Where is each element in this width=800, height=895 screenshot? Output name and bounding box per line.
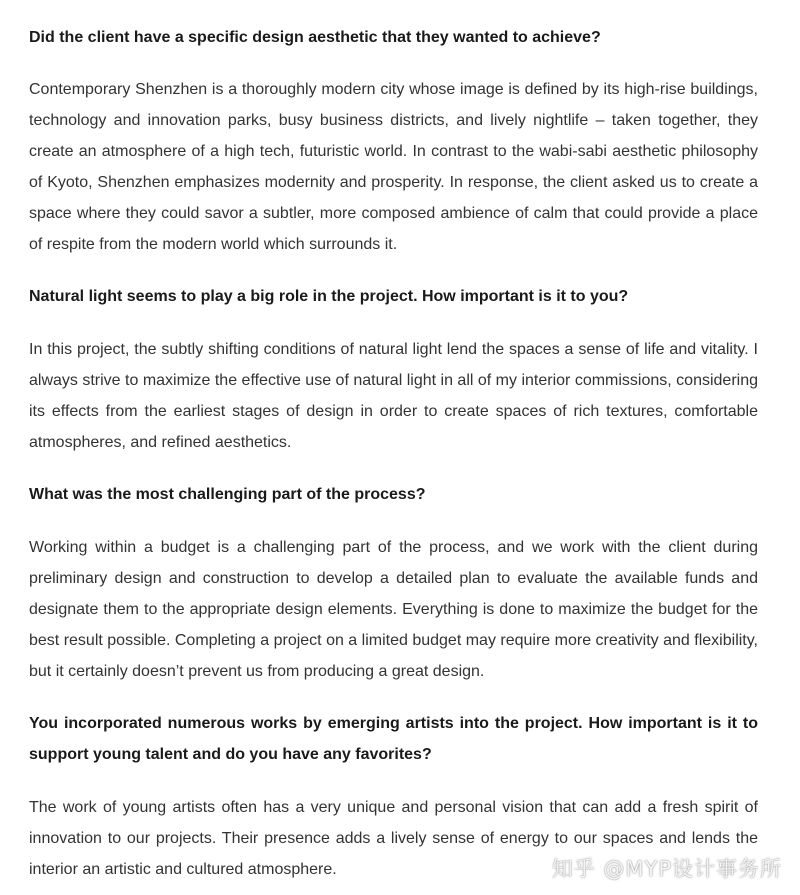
answer-paragraph: Contemporary Shenzhen is a thoroughly modern city whose image is defined by its high-rise buildings, technology and innovation parks, busy business districts, and lively nightlife – taken together, they create an atmosphere of a high tech, futuristic world. In contrast to the wabi-sabi aesthetic philosophy of Kyoto, Shenzhen emphasizes modernity and prosperity. In response, the client asked us to create a space where they could savor a subtler, more composed ambience of calm that could provide a place of respite from the modern world which surrounds it. — [29, 81, 758, 253]
answer-paragraph: In this project, the subtly shifting conditions of natural light lend the spaces a sense of life and vitality. I always strive to maximize the effective use of natural light in all of my interior commissions, considering its effects from the earliest stages of design in order to create spaces of rich textures, comfortable atmospheres, and refined aesthetics. — [29, 341, 758, 451]
answer-paragraph: Working within a budget is a challenging part of the process, and we work with the client during preliminary design and construction to develop a detailed plan to evaluate the available funds and designate them to the appropriate design elements. Everything is done to maximize the budget for the best result possible. Completing a project on a limited budget may require more creativity and flexibility, but it certainly doesn’t prevent us from producing a great design. — [29, 539, 758, 680]
question-heading: Did the client have a specific design aesthetic that they wanted to achieve? — [29, 29, 601, 46]
question-heading: You incorporated numerous works by emerging artists into the project. How important is it to support young talent and do you have any favorites? — [29, 715, 758, 763]
zhihu-watermark: 知乎 @MYP设计事务所 — [551, 857, 782, 881]
question-heading: Natural light seems to play a big role in the project. How important is it to you? — [29, 288, 629, 305]
question-heading: What was the most challenging part of the process? — [29, 486, 426, 503]
answer-paragraph: The work of young artists often has a very unique and personal vision that can add a fresh spirit of innovation to our projects. Their presence adds a lively sense of energy to our spaces and lends the interior an artistic and cultured atmosphere. — [29, 799, 758, 878]
